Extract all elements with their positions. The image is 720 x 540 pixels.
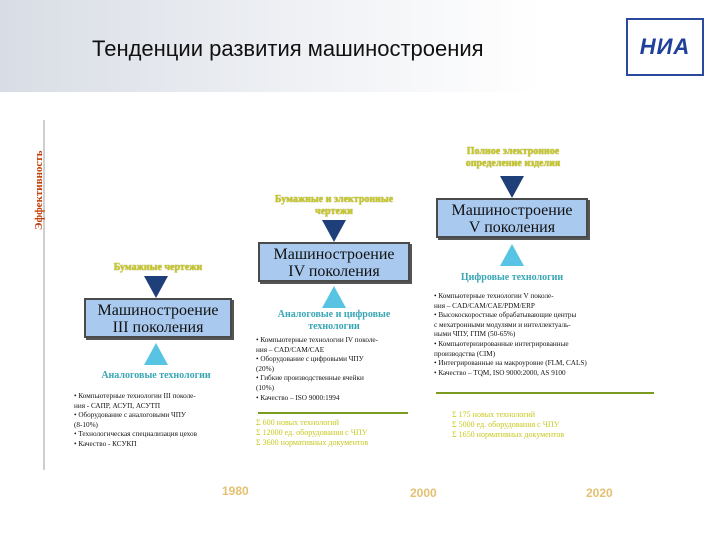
gen5-bullet: ными ЧПУ, ГПМ (50-65%)	[434, 330, 516, 339]
gen4-sums	[256, 418, 416, 448]
year-label: 2000	[410, 486, 437, 500]
gen5-box-line2: V поколения	[468, 219, 556, 236]
gen3-bullet: • Компьютерные технологии III поколе-	[74, 392, 196, 400]
logo-text: НИА	[639, 34, 691, 59]
gen3-bullet: ния - САПР, АСУП, АСУТП	[74, 401, 161, 410]
gen5-bullets	[434, 292, 654, 378]
gen5-input-label-line1: Полное электронное	[466, 146, 560, 157]
gen4-input-label-line2: чертежи	[315, 206, 353, 217]
gen5-input-arrow-icon	[500, 176, 524, 198]
gen4-bullet: ния – CAD/CAM/CAE	[256, 345, 325, 354]
gen4-bullet: • Гибкие производственные ячейки	[256, 374, 364, 383]
gen5-sum: Σ 1650 нормативных документов	[452, 430, 565, 439]
company-logo	[626, 18, 704, 76]
gen5-bullet: • Компьютеризированные интегрированные	[434, 339, 569, 348]
gen4-divider	[258, 412, 408, 414]
gen5-tech-arrow-icon	[500, 244, 524, 266]
gen4-input-label	[250, 194, 418, 218]
gen5-tech-label: Цифровые технологии	[460, 272, 564, 283]
gen4-box	[258, 242, 410, 282]
gen4-bullets	[256, 336, 416, 403]
gen5-input-label	[438, 146, 588, 170]
gen3-box	[84, 298, 232, 338]
gen4-bullet: (10%)	[256, 383, 274, 392]
gen5-divider	[436, 392, 654, 394]
year-label: 1980	[222, 484, 249, 498]
gen4-bullet: • Качество – ISO 9000:1994	[256, 393, 340, 402]
gen4-bullet: (20%)	[256, 364, 274, 373]
gen3-tech-arrow-icon	[144, 343, 168, 365]
year-label: 2020	[586, 486, 613, 500]
gen4-tech-label-line2: технологии	[308, 321, 360, 332]
gen5-bullet: ния – CAD/CAM/CAE/PDM/ERP	[434, 301, 535, 310]
gen5-bullet: • Качество – TQM, ISO 9000:2000, AS 9100	[434, 368, 566, 377]
gen3-input-arrow-icon	[144, 276, 168, 298]
gen3-bullet: • Качество - КСУКП	[74, 439, 137, 448]
gen5-bullet: • Высокоскоростные обрабатывающие центры	[434, 311, 577, 320]
gen5-sum: Σ 5000 ед. оборудования с ЧПУ	[452, 420, 560, 429]
gen3-box-line1: Машиностроение	[97, 302, 219, 319]
gen4-input-label-line1: Бумажные и электронные	[274, 194, 394, 205]
gen5-bullet: • Компьютерные технологии V поколе-	[434, 292, 554, 300]
gen4-sum: Σ 600 новых технологий	[256, 418, 340, 427]
gen4-sum: Σ 12000 ед. оборудования с ЧПУ	[256, 428, 368, 437]
gen5-sums	[452, 410, 652, 440]
gen4-bullet: • Оборудование с цифровыми ЧПУ	[256, 355, 364, 364]
gen5-box	[436, 198, 588, 238]
gen4-tech-label-line1: Аналоговые и цифровые	[277, 309, 391, 320]
gen3-tech-label: Аналоговые технологии	[101, 370, 211, 381]
y-axis-label: Эффективность	[33, 150, 45, 230]
gen4-bullet: • Компьютерные технологии IV поколе-	[256, 336, 379, 344]
gen3-bullet: • Технологическая специализация цехов	[74, 430, 197, 439]
gen4-tech-arrow-icon	[322, 286, 346, 308]
gen4-box-line2: IV поколения	[288, 263, 380, 280]
gen5-input-label-line2: определение изделия	[465, 158, 561, 169]
gen4-input-arrow-icon	[322, 220, 346, 242]
gen4-tech-label	[258, 309, 410, 333]
gen5-bullet: производства (CIM)	[434, 349, 496, 358]
gen3-bullet: • Оборудование с аналоговыми ЧПУ	[74, 411, 186, 420]
gen3-bullet: (8-10%)	[74, 420, 98, 429]
gen4-sum: Σ 3600 нормативных документов	[256, 438, 369, 447]
gen4-box-line1: Машиностроение	[273, 246, 395, 263]
gen3-bullets	[74, 392, 242, 450]
gen5-bullet: • Интегрированные на макроуровне (FLM, CALS)	[434, 359, 587, 368]
gen3-input-label: Бумажные чертежи	[113, 262, 203, 273]
gen5-bullet: с мехатронными модулями и интеллектуаль-	[434, 320, 571, 329]
gen3-box-line2: III поколения	[112, 319, 204, 336]
gen5-sum: Σ 175 новых технологий	[452, 410, 536, 419]
page-title: Тенденции развития машиностроения	[92, 36, 484, 61]
gen5-box-line1: Машиностроение	[451, 202, 573, 219]
